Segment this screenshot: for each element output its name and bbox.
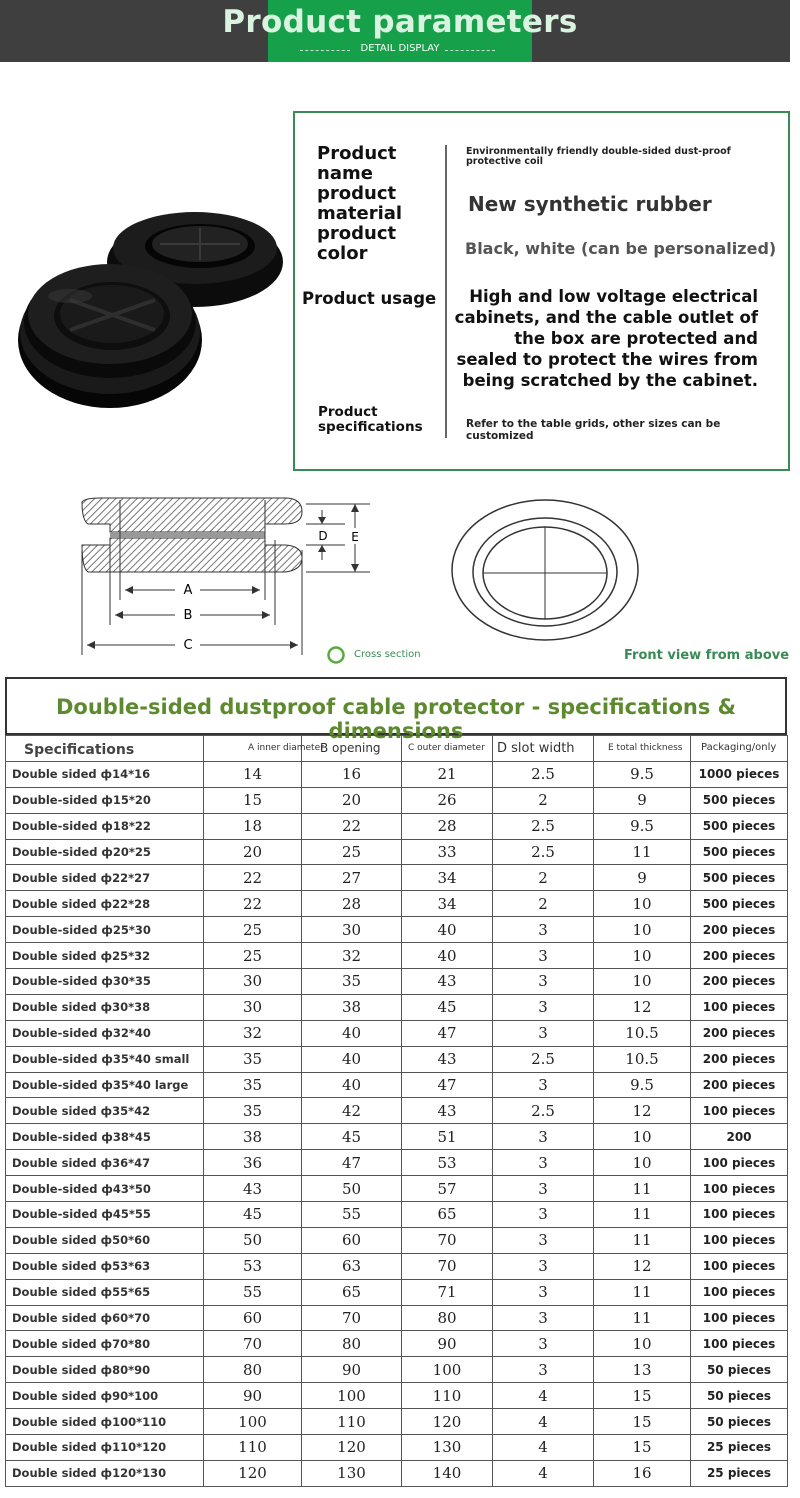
cell-c: 110: [402, 1383, 493, 1409]
table-row: [6, 1072, 788, 1098]
cell-d: 2.5: [493, 813, 594, 839]
dim-a-label: A: [183, 583, 193, 598]
cell-b: 55: [302, 1202, 402, 1228]
page-subtitle: DETAIL DISPLAY: [360, 43, 440, 54]
cell-e: 10.5: [594, 1020, 691, 1046]
product-spec-value: Refer to the table grids, other sizes can be customized: [466, 418, 721, 442]
cell-c: 43: [402, 969, 493, 995]
cell-d: 3: [493, 1357, 594, 1383]
header-spec: Specifications: [6, 736, 204, 762]
cell-e: 12: [594, 1253, 691, 1279]
cell-e: 11: [594, 1202, 691, 1228]
cell-pack: 500 pieces: [691, 865, 788, 891]
cell-a: 55: [204, 1279, 302, 1305]
cell-c: 43: [402, 1046, 493, 1072]
cell-d: 3: [493, 1124, 594, 1150]
product-spec-label: Product specifications: [318, 404, 423, 435]
cell-e: 10: [594, 1331, 691, 1357]
cell-e: 15: [594, 1435, 691, 1461]
cell-b: 16: [302, 761, 402, 787]
cell-d: 3: [493, 1331, 594, 1357]
cell-b: 65: [302, 1279, 402, 1305]
cell-e: 11: [594, 839, 691, 865]
cell-a: 35: [204, 1098, 302, 1124]
table-title-box: [5, 677, 787, 743]
cell-d: 2.5: [493, 1046, 594, 1072]
cell-b: 80: [302, 1331, 402, 1357]
cell-d: 3: [493, 1305, 594, 1331]
table-row: [6, 1020, 788, 1046]
header-e: E total thickness: [594, 736, 691, 762]
table-row: [6, 1383, 788, 1409]
table-row: [6, 891, 788, 917]
cell-d: 3: [493, 1150, 594, 1176]
cell-a: 25: [204, 943, 302, 969]
cell-a: 110: [204, 1435, 302, 1461]
table-row: [6, 1460, 788, 1486]
table-row: [6, 969, 788, 995]
cell-pack: 50 pieces: [691, 1409, 788, 1435]
cell-pack: 200 pieces: [691, 1046, 788, 1072]
cell-e: 12: [594, 1098, 691, 1124]
cell-pack: 100 pieces: [691, 994, 788, 1020]
spec-table: [5, 735, 788, 1487]
cell-d: 2.5: [493, 1098, 594, 1124]
cell-d: 3: [493, 1253, 594, 1279]
cell-c: 40: [402, 943, 493, 969]
cross-section-caption: Cross section: [354, 649, 421, 660]
table-row: [6, 1150, 788, 1176]
cell-e: 11: [594, 1176, 691, 1202]
cell-b: 22: [302, 813, 402, 839]
cell-pack: 100 pieces: [691, 1253, 788, 1279]
cell-a: 80: [204, 1357, 302, 1383]
cell-pack: 500 pieces: [691, 891, 788, 917]
cell-pack: 50 pieces: [691, 1357, 788, 1383]
cell-a: 45: [204, 1202, 302, 1228]
cell-spec: Double sided ф36*47: [6, 1150, 204, 1176]
cell-spec: Double sided ф90*100: [6, 1383, 204, 1409]
dim-b-label: B: [183, 608, 193, 623]
cell-b: 28: [302, 891, 402, 917]
cell-e: 10: [594, 1124, 691, 1150]
cell-c: 65: [402, 1202, 493, 1228]
table-row: [6, 917, 788, 943]
cell-b: 120: [302, 1435, 402, 1461]
cell-a: 43: [204, 1176, 302, 1202]
cell-spec: Double-sided ф25*30: [6, 917, 204, 943]
cell-c: 28: [402, 813, 493, 839]
cell-c: 34: [402, 891, 493, 917]
header-a: A inner diameter: [204, 736, 302, 762]
cell-e: 10: [594, 891, 691, 917]
cell-c: 80: [402, 1305, 493, 1331]
cell-b: 40: [302, 1020, 402, 1046]
cell-c: 70: [402, 1227, 493, 1253]
cell-b: 110: [302, 1409, 402, 1435]
table-row: [6, 1046, 788, 1072]
cell-pack: 200: [691, 1124, 788, 1150]
cell-e: 10: [594, 943, 691, 969]
cell-e: 16: [594, 1460, 691, 1486]
cell-d: 4: [493, 1409, 594, 1435]
cell-spec: Double sided ф100*110: [6, 1409, 204, 1435]
cell-e: 15: [594, 1383, 691, 1409]
product-name-label: Product name: [317, 143, 397, 184]
cell-e: 11: [594, 1227, 691, 1253]
cell-c: 51: [402, 1124, 493, 1150]
cell-pack: 500 pieces: [691, 813, 788, 839]
product-color-value: Black, white (can be personalized): [465, 239, 777, 258]
cell-pack: 200 pieces: [691, 969, 788, 995]
cell-pack: 200 pieces: [691, 1020, 788, 1046]
cell-spec: Double sided ф50*60: [6, 1227, 204, 1253]
cell-pack: 200 pieces: [691, 943, 788, 969]
cell-b: 42: [302, 1098, 402, 1124]
cell-spec: Double-sided ф30*35: [6, 969, 204, 995]
cell-e: 10: [594, 917, 691, 943]
cell-d: 2.5: [493, 839, 594, 865]
cell-b: 20: [302, 787, 402, 813]
cell-a: 35: [204, 1072, 302, 1098]
cell-spec: Double-sided ф35*40 small: [6, 1046, 204, 1072]
cell-e: 10: [594, 1150, 691, 1176]
cell-c: 90: [402, 1331, 493, 1357]
cell-c: 70: [402, 1253, 493, 1279]
cell-d: 3: [493, 1020, 594, 1046]
table-row: [6, 1176, 788, 1202]
header-d: D slot width: [493, 736, 594, 762]
cell-a: 30: [204, 969, 302, 995]
cell-e: 11: [594, 1305, 691, 1331]
table-row: [6, 813, 788, 839]
cell-a: 100: [204, 1409, 302, 1435]
cell-a: 32: [204, 1020, 302, 1046]
cell-a: 22: [204, 865, 302, 891]
cell-c: 21: [402, 761, 493, 787]
cell-a: 14: [204, 761, 302, 787]
cell-spec: Double-sided ф20*25: [6, 839, 204, 865]
cell-pack: 100 pieces: [691, 1202, 788, 1228]
cell-e: 9.5: [594, 761, 691, 787]
cell-e: 12: [594, 994, 691, 1020]
table-row: [6, 1305, 788, 1331]
cell-pack: 100 pieces: [691, 1331, 788, 1357]
cell-b: 32: [302, 943, 402, 969]
cell-d: 3: [493, 1202, 594, 1228]
cell-c: 34: [402, 865, 493, 891]
table-row: [6, 994, 788, 1020]
cell-spec: Double sided ф60*70: [6, 1305, 204, 1331]
cell-pack: 50 pieces: [691, 1383, 788, 1409]
cell-b: 40: [302, 1046, 402, 1072]
cell-d: 3: [493, 1227, 594, 1253]
table-title: Double-sided dustproof cable protector - specifications & dimensions: [56, 695, 736, 743]
cell-a: 15: [204, 787, 302, 813]
cell-b: 25: [302, 839, 402, 865]
front-view-diagram: [440, 495, 640, 645]
table-row: [6, 1253, 788, 1279]
cell-spec: Double sided ф70*80: [6, 1331, 204, 1357]
cell-b: 47: [302, 1150, 402, 1176]
header-c: C outer diameter: [402, 736, 493, 762]
cell-spec: Double-sided ф43*50: [6, 1176, 204, 1202]
cell-spec: Double sided ф80*90: [6, 1357, 204, 1383]
cell-pack: 25 pieces: [691, 1435, 788, 1461]
table-header-row: [6, 736, 788, 762]
cell-a: 18: [204, 813, 302, 839]
front-view-caption: Front view from above: [624, 648, 790, 663]
cell-e: 10.5: [594, 1046, 691, 1072]
cell-c: 71: [402, 1279, 493, 1305]
cell-spec: Double-sided ф35*40 large: [6, 1072, 204, 1098]
cell-spec: Double sided ф110*120: [6, 1435, 204, 1461]
cell-a: 70: [204, 1331, 302, 1357]
cell-pack: 500 pieces: [691, 787, 788, 813]
cell-e: 10: [594, 969, 691, 995]
cell-b: 38: [302, 994, 402, 1020]
cell-a: 120: [204, 1460, 302, 1486]
cell-pack: 25 pieces: [691, 1460, 788, 1486]
cell-pack: 100 pieces: [691, 1176, 788, 1202]
cell-a: 90: [204, 1383, 302, 1409]
cell-b: 40: [302, 1072, 402, 1098]
product-usage-label: Product usage: [302, 289, 437, 308]
cell-e: 11: [594, 1279, 691, 1305]
cell-e: 15: [594, 1409, 691, 1435]
cell-pack: 100 pieces: [691, 1227, 788, 1253]
cell-b: 50: [302, 1176, 402, 1202]
info-divider: [445, 145, 447, 438]
cell-spec: Double sided ф35*42: [6, 1098, 204, 1124]
cell-d: 2: [493, 787, 594, 813]
cell-a: 38: [204, 1124, 302, 1150]
cell-b: 100: [302, 1383, 402, 1409]
table-row: [6, 1331, 788, 1357]
cell-a: 53: [204, 1253, 302, 1279]
product-color-label: product color: [317, 223, 397, 264]
cell-c: 100: [402, 1357, 493, 1383]
cell-a: 60: [204, 1305, 302, 1331]
product-material-label: product material: [317, 183, 403, 224]
table-row: [6, 761, 788, 787]
cell-b: 27: [302, 865, 402, 891]
header-b: B opening: [302, 736, 402, 762]
cell-pack: 100 pieces: [691, 1150, 788, 1176]
cell-c: 120: [402, 1409, 493, 1435]
cell-c: 57: [402, 1176, 493, 1202]
product-usage-value: High and low voltage electrical cabinets, and the cable outlet of the box are protected and sealed to protect the wires from being scratched by the cabinet.: [454, 287, 758, 390]
cell-d: 3: [493, 917, 594, 943]
cell-spec: Double-sided ф45*55: [6, 1202, 204, 1228]
cell-pack: 200 pieces: [691, 917, 788, 943]
circle-marker-icon: [326, 645, 346, 665]
cell-b: 130: [302, 1460, 402, 1486]
table-row: [6, 1357, 788, 1383]
cell-spec: Double sided ф53*63: [6, 1253, 204, 1279]
cell-d: 3: [493, 1072, 594, 1098]
cell-d: 2: [493, 865, 594, 891]
cell-d: 3: [493, 1279, 594, 1305]
cell-d: 4: [493, 1435, 594, 1461]
cell-b: 70: [302, 1305, 402, 1331]
cell-d: 2.5: [493, 761, 594, 787]
cell-d: 3: [493, 1176, 594, 1202]
table-row: [6, 787, 788, 813]
table-row: [6, 943, 788, 969]
cell-spec: Double sided ф22*28: [6, 891, 204, 917]
cell-c: 40: [402, 917, 493, 943]
page-title: Product parameters: [222, 4, 578, 40]
table-row: [6, 1409, 788, 1435]
cell-spec: Double sided ф120*130: [6, 1460, 204, 1486]
cell-c: 140: [402, 1460, 493, 1486]
cell-e: 9: [594, 865, 691, 891]
cell-spec: Double sided ф25*32: [6, 943, 204, 969]
cell-a: 20: [204, 839, 302, 865]
cell-b: 60: [302, 1227, 402, 1253]
cell-pack: 100 pieces: [691, 1279, 788, 1305]
cell-spec: Double sided ф14*16: [6, 761, 204, 787]
cell-e: 9.5: [594, 813, 691, 839]
cell-pack: 100 pieces: [691, 1305, 788, 1331]
table-row: [6, 1098, 788, 1124]
cell-spec: Double-sided ф38*45: [6, 1124, 204, 1150]
cell-spec: Double-sided ф32*40: [6, 1020, 204, 1046]
cell-pack: 1000 pieces: [691, 761, 788, 787]
table-row: [6, 839, 788, 865]
cell-b: 90: [302, 1357, 402, 1383]
cell-pack: 100 pieces: [691, 1098, 788, 1124]
header-pack: Packaging/only: [691, 736, 788, 762]
cell-c: 53: [402, 1150, 493, 1176]
product-photo: [10, 200, 290, 430]
cell-e: 9: [594, 787, 691, 813]
cell-c: 47: [402, 1020, 493, 1046]
cell-spec: Double sided ф55*65: [6, 1279, 204, 1305]
dim-c-label: C: [183, 638, 193, 653]
table-row: [6, 865, 788, 891]
table-row: [6, 1227, 788, 1253]
cell-spec: Double sided ф30*38: [6, 994, 204, 1020]
cell-d: 2: [493, 891, 594, 917]
cell-c: 47: [402, 1072, 493, 1098]
cell-c: 43: [402, 1098, 493, 1124]
cell-c: 26: [402, 787, 493, 813]
cell-d: 3: [493, 943, 594, 969]
cell-a: 35: [204, 1046, 302, 1072]
product-material-value: New synthetic rubber: [468, 192, 712, 216]
cell-d: 4: [493, 1460, 594, 1486]
cell-a: 30: [204, 994, 302, 1020]
cell-c: 33: [402, 839, 493, 865]
cell-a: 25: [204, 917, 302, 943]
cell-d: 3: [493, 969, 594, 995]
cell-c: 130: [402, 1435, 493, 1461]
cell-b: 63: [302, 1253, 402, 1279]
cell-b: 35: [302, 969, 402, 995]
cell-a: 22: [204, 891, 302, 917]
table-row: [6, 1279, 788, 1305]
table-row: [6, 1124, 788, 1150]
cell-a: 36: [204, 1150, 302, 1176]
dim-e-label: E: [351, 530, 359, 544]
table-row: [6, 1202, 788, 1228]
cell-b: 45: [302, 1124, 402, 1150]
cell-pack: 500 pieces: [691, 839, 788, 865]
cell-spec: Double-sided ф15*20: [6, 787, 204, 813]
cell-e: 9.5: [594, 1072, 691, 1098]
cell-spec: Double-sided ф18*22: [6, 813, 204, 839]
product-name-value: Environmentally friendly double-sided dust-proof protective coil: [466, 146, 731, 167]
cell-spec: Double sided ф22*27: [6, 865, 204, 891]
cell-b: 30: [302, 917, 402, 943]
cell-d: 3: [493, 994, 594, 1020]
cell-d: 4: [493, 1383, 594, 1409]
dim-d-label: D: [318, 529, 328, 543]
cell-pack: 200 pieces: [691, 1072, 788, 1098]
cell-e: 13: [594, 1357, 691, 1383]
table-row: [6, 1435, 788, 1461]
cell-a: 50: [204, 1227, 302, 1253]
cross-section-diagram: [70, 480, 390, 670]
cell-c: 45: [402, 994, 493, 1020]
